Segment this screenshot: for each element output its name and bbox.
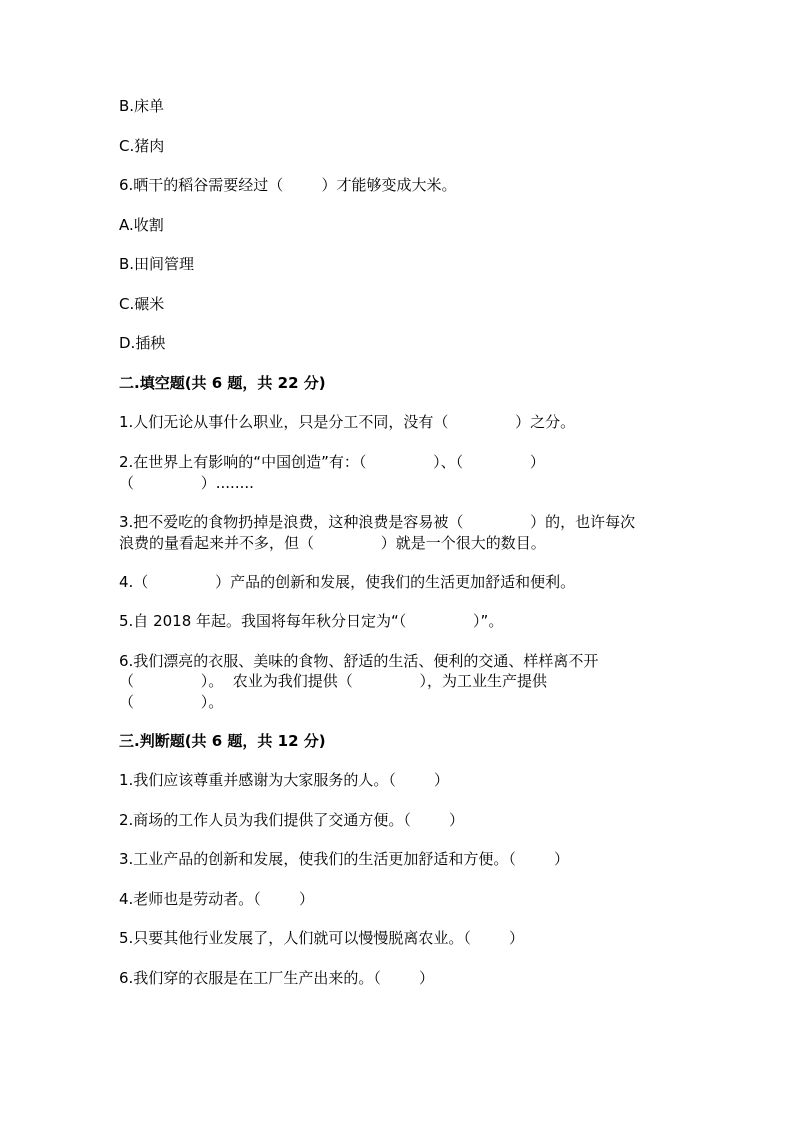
q6-stem: 6.晒干的稻谷需要经过（ ）才能够变成大米。: [119, 176, 457, 194]
fill-q2-line1: 2.在世界上有影响的“中国创造”有：（ ）、（ ）: [119, 453, 545, 471]
section2-heading: 二.填空题(共 6 题，共 22 分): [119, 374, 326, 392]
judge-q5: 5.只要其他行业发展了，人们就可以慢慢脱离农业。（ ）: [119, 929, 524, 947]
fill-q6-line3: （ ）。: [119, 693, 224, 711]
judge-q3: 3.工业产品的创新和发展，使我们的生活更加舒适和方便。（ ）: [119, 850, 569, 868]
q6-option-d: D.插秧: [119, 334, 166, 352]
fill-q3-line2: 浪费的量看起来并不多，但（ ）就是一个很大的数目。: [119, 534, 546, 552]
fill-q4: 4.（ ）产品的创新和发展，使我们的生活更加舒适和便利。: [119, 573, 576, 591]
judge-q1: 1.我们应该尊重并感谢为大家服务的人。（ ）: [119, 771, 449, 789]
fill-q6-line2: （ ）。 农业为我们提供（ ），为工业生产提供: [119, 672, 548, 690]
judge-q4: 4.老师也是劳动者。（ ）: [119, 890, 314, 908]
fill-q3-line1: 3.把不爱吃的食物扔掉是浪费，这种浪费是容易被（ ）的，也许每次: [119, 513, 636, 531]
fill-q1: 1.人们无论从事什么职业，只是分工不同，没有（ ）之分。: [119, 413, 576, 431]
fill-q5: 5.自 2018 年起。我国将每年秋分日定为“（ ）”。: [119, 612, 504, 630]
judge-q6: 6.我们穿的衣服是在工厂生产出来的。（ ）: [119, 969, 434, 987]
fill-q6-line1: 6.我们漂亮的衣服、美味的食物、舒适的生活、便利的交通、样样离不开: [119, 652, 599, 670]
q6-option-c: C.碾米: [119, 295, 165, 313]
fill-q2-line2: （ ）........: [119, 474, 254, 492]
judge-q2: 2.商场的工作人员为我们提供了交通方便。（ ）: [119, 811, 464, 829]
q6-option-a: A.收割: [119, 216, 164, 234]
section3-heading: 三.判断题(共 6 题，共 12 分): [119, 732, 326, 750]
q5-option-b: B.床单: [119, 97, 165, 115]
q5-option-c: C.猪肉: [119, 137, 165, 155]
q6-option-b: B.田间管理: [119, 255, 195, 273]
